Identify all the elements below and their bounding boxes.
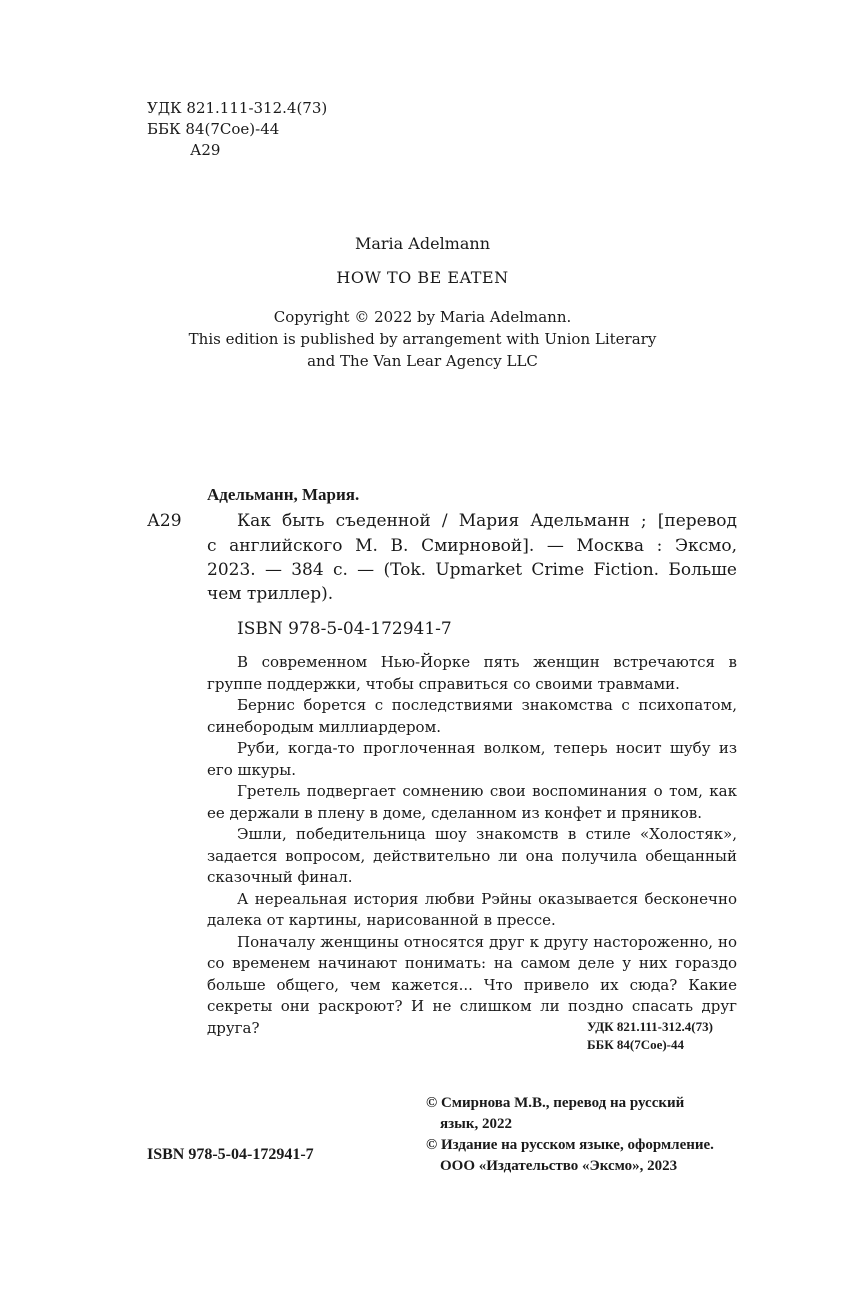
annotation-paragraph: Эшли, победительница шоу знакомств в стиле «Холостяк», задается вопросом, действительно ли она получила обещанный сказочный финал. (207, 825, 737, 886)
isbn-record: ISBN 978-5-04-172941-7 (237, 619, 452, 639)
annotation-paragraph: Поначалу женщины относятся друг к другу настороженно, но со временем начинают понимать: на самом деле у них гораздо больше общего, чем кажется... Что привело их сюда? Какие секреты они раскроют? И не слишком ли поздно спасать друг друга? (207, 932, 737, 1037)
bibliographic-line: чем триллер). (207, 584, 334, 604)
udk-code: УДК 821.111-312.4(73) (147, 99, 328, 117)
bibliographic-line: Как быть съеденной / Мария Адельманн ; [перевод (237, 511, 737, 531)
bibliographic-line: с английского М. В. Смирновой]. — Москва : Эксмо, (207, 536, 737, 556)
original-title: HOW TO BE EATEN (336, 268, 509, 287)
classification-bottom (587, 1018, 737, 1054)
author-sign: А29 (190, 141, 221, 159)
annotation-paragraph: А нереальная история любви Рэйны оказывается бесконечно далека от картины, нарисованной в прессе. (207, 889, 737, 929)
annotation-paragraph: Руби, когда-то проглоченная волком, теперь носит шубу из его шкуры. (207, 739, 737, 779)
annotation-paragraph: В современном Нью-Йорке пять женщин встречаются в группе поддержки, чтобы справиться со своими травмами. (207, 653, 737, 693)
copyright-line: Copyright © 2022 by Maria Adelmann. (273, 308, 572, 326)
copyright-line: This edition is published by arrangement with Union Literary (188, 330, 657, 348)
original-author: Maria Adelmann (354, 234, 490, 253)
bbk-code: ББК 84(7Сое)-44 (147, 120, 280, 138)
annotation-paragraph: Бернис борется с последствиями знакомства с психопатом, синебородым миллиардером. (207, 696, 737, 736)
bibliographic-line: 2023. — 384 с. — (Tok. Upmarket Crime Fiction. Больше (207, 560, 737, 580)
edition-copyright-cont: ООО «Издательство «Эксмо», 2023 (440, 1158, 678, 1174)
udk-code-bottom: УДК 821.111-312.4(73) (587, 1019, 713, 1034)
imprint-copyrights (426, 1093, 756, 1177)
copyright-notice (0, 306, 845, 372)
edition-copyright: © Издание на русском языке, оформление. (426, 1137, 714, 1153)
bibliographic-heading: Адельманн, Мария. (207, 485, 360, 504)
isbn-imprint: ISBN 978-5-04-172941-7 (147, 1146, 314, 1163)
bbk-code-bottom: ББК 84(7Сое)-44 (587, 1037, 685, 1052)
annotation (207, 652, 737, 1039)
translation-copyright: © Смирнова М.В., перевод на русский (426, 1095, 685, 1111)
translation-copyright-cont: язык, 2022 (440, 1116, 512, 1132)
bibliographic-sign: А29 (147, 511, 182, 531)
copyright-line: and The Van Lear Agency LLC (307, 352, 538, 370)
annotation-paragraph: Гретель подвергает сомнению свои воспоминания о том, как ее держали в плену в доме, сделанном из конфет и пряников. (207, 782, 737, 822)
